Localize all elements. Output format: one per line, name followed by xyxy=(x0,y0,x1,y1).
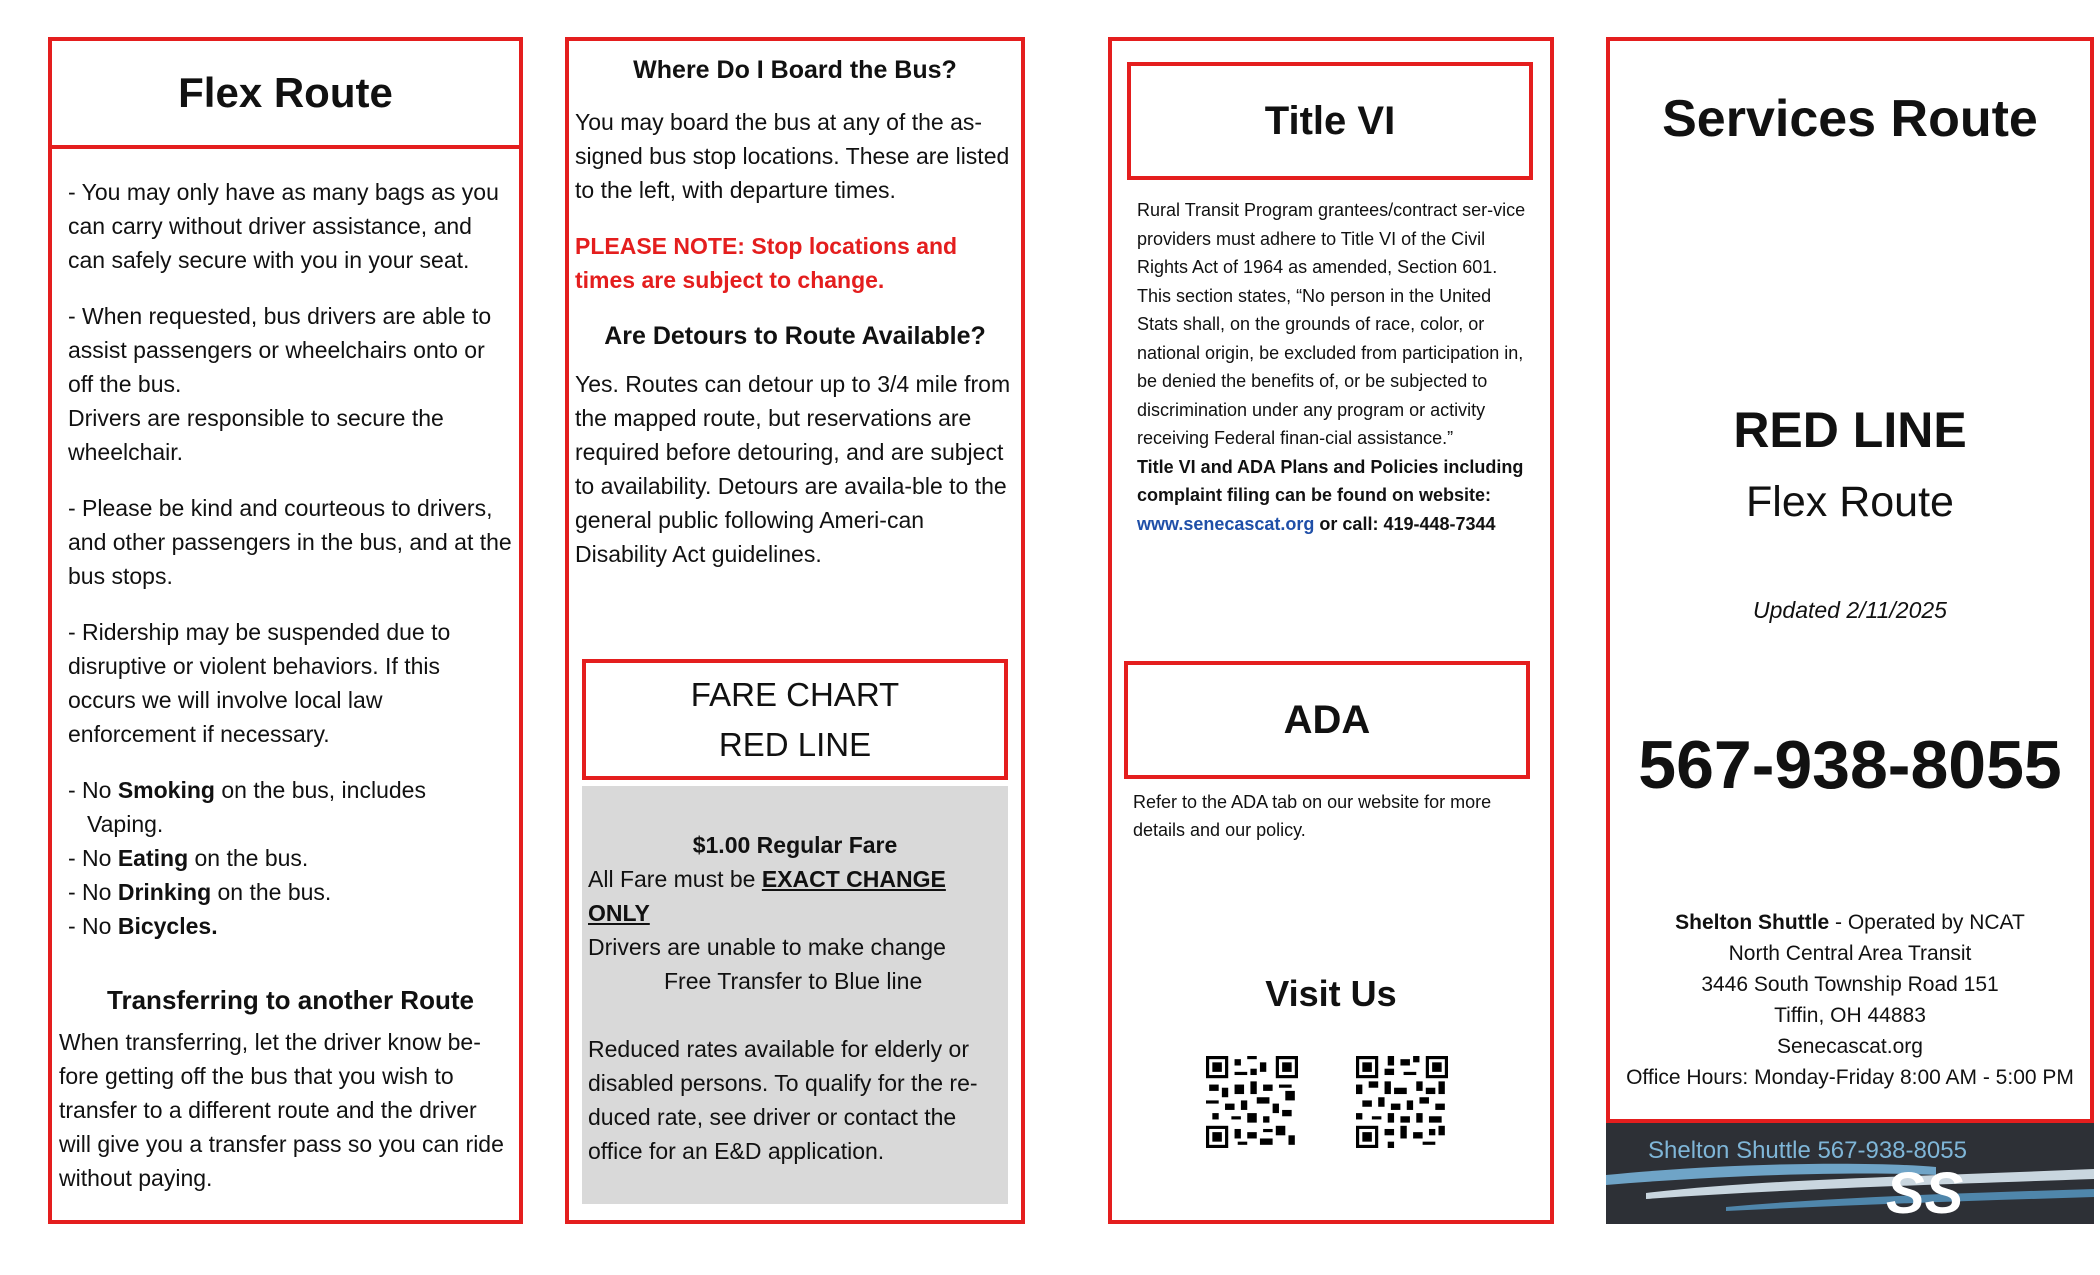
fare-chart-line: RED LINE xyxy=(718,725,872,763)
rule-drinking: - No Drinking on the bus. xyxy=(68,879,332,905)
org-name: North Central Area Transit xyxy=(1728,942,1972,965)
wheelchair-secure-rule: Drivers are responsible to secure the wheelchair. xyxy=(68,405,444,465)
wheelchair-assist-rule: - When requested, bus drivers are able to assist passengers or wheelchairs onto or off the bus. xyxy=(68,303,492,397)
ada-text: Refer to the ADA tab on our website for more details and our policy. xyxy=(1133,792,1492,840)
services-route-title: Services Route xyxy=(1662,90,2038,148)
rider-rules xyxy=(59,175,513,1195)
updated-date: Updated 2/11/2025 xyxy=(1753,597,1947,623)
qr-code-icon[interactable] xyxy=(1206,1054,1298,1150)
flex-route-subtitle: Flex Route xyxy=(1746,478,1954,526)
rule-bicycles: - No Bicycles. xyxy=(68,913,218,939)
qr-code-icon[interactable] xyxy=(1356,1054,1448,1150)
no-change-note: Drivers are unable to make change xyxy=(588,934,946,960)
office-hours: Office Hours: Monday-Friday 8:00 AM - 5:00 PM xyxy=(1626,1066,2074,1089)
contact-block xyxy=(1610,907,2090,1093)
city-address: Tiffin, OH 44883 xyxy=(1774,1004,1926,1027)
title-vi-panel xyxy=(1108,37,1554,1224)
plans-text: Title VI and ADA Plans and Policies including complaint filing can be found on website: xyxy=(1137,456,1524,505)
ss-logo xyxy=(1886,1163,2006,1223)
rule-eating: - No Eating on the bus. xyxy=(68,845,309,871)
transfer-heading: Transferring to another Route xyxy=(107,985,474,1015)
fare-chart-title: FARE CHART xyxy=(690,675,900,713)
cover-panel xyxy=(1606,37,2094,1123)
reduced-rates: Reduced rates available for elderly or disabled persons. To qualify for the re-duced rate, see driver or contact the office for an E&D application. xyxy=(588,1036,978,1164)
regular-fare: $1.00 Regular Fare xyxy=(692,832,898,858)
shelton-shuttle-banner xyxy=(1606,1123,2094,1224)
flex-route-title: Flex Route xyxy=(178,69,393,116)
site-name: Senecascat.org xyxy=(1777,1035,1923,1058)
detour-heading: Are Detours to Route Available? xyxy=(604,322,986,350)
rule-vaping: Vaping. xyxy=(87,811,164,837)
flex-route-panel xyxy=(48,37,523,1224)
fare-details xyxy=(582,786,1008,1204)
red-line-title: RED LINE xyxy=(1733,402,1967,458)
phone-number: 567-938-8055 xyxy=(1638,727,2062,803)
prohibited-list xyxy=(68,773,513,943)
flex-route-title-box xyxy=(48,37,523,149)
change-note: PLEASE NOTE: Stop locations and times are subject to change. xyxy=(575,233,958,293)
free-transfer: Free Transfer to Blue line xyxy=(664,968,923,994)
title-vi-text: Rural Transit Program grantees/contract ser-vice providers must adhere to Title VI of the Civil Rights Act of 1964 as amended, Section 601. This section states, “No person in the United Stats shall, on the grounds of race, color, or national origin, be excluded from participation in, be denied the benefits of, or be subjected to discrimination under any program or activity receiving Federal finan-cial assistance.” xyxy=(1137,200,1526,448)
ada-title: ADA xyxy=(1283,697,1371,742)
contact-line: www.senecascat.org or call: 419-448-7344 xyxy=(1137,513,1496,534)
banner-text: Shelton Shuttle 567-938-8055 xyxy=(1648,1137,1967,1164)
boarding-panel xyxy=(565,37,1025,1224)
rule-smoking: - No Smoking on the bus, includes xyxy=(68,777,426,803)
street-address: 3446 South Township Road 151 xyxy=(1701,973,1999,996)
board-text: You may board the bus at any of the as-signed bus stop locations. These are listed to the left, with departure times. xyxy=(575,109,1010,203)
suspension-rule: - Ridership may be suspended due to disruptive or violent behaviors. If this occurs we will involve local law enforcement if necessary. xyxy=(68,619,451,747)
detour-text: Yes. Routes can detour up to 3/4 mile from the mapped route, but reservations are required before detouring, and are subject to availability. Detours are availa-ble to the general public following Ameri-can Disability Act guidelines. xyxy=(575,371,1011,567)
transfer-text: When transferring, let the driver know be-fore getting off the bus that you wish to transfer to a different route and the driver will give you a transfer pass so you can ride without paying. xyxy=(59,1029,504,1191)
courtesy-rule: - Please be kind and courteous to drivers, and other passengers in the bus, and at the bus stops. xyxy=(68,495,512,589)
website-link[interactable]: www.senecascat.org xyxy=(1137,513,1315,534)
board-heading: Where Do I Board the Bus? xyxy=(633,56,957,84)
title-vi-title: Title VI xyxy=(1264,98,1396,143)
visit-us-heading: Visit Us xyxy=(1265,973,1397,1014)
ss-logo-text: SS xyxy=(1886,1163,1964,1223)
title-vi-title-box xyxy=(1127,62,1533,180)
bags-rule: - You may only have as many bags as you can carry without driver assistance, and can safely secure with you in your seat. xyxy=(68,179,499,273)
exact-change: All Fare must be EXACT CHANGE ONLY xyxy=(588,866,946,926)
operator-line: Shelton Shuttle - Operated by NCAT xyxy=(1675,911,2025,934)
ada-title-box xyxy=(1124,661,1530,779)
fare-chart-title-box xyxy=(582,659,1008,780)
